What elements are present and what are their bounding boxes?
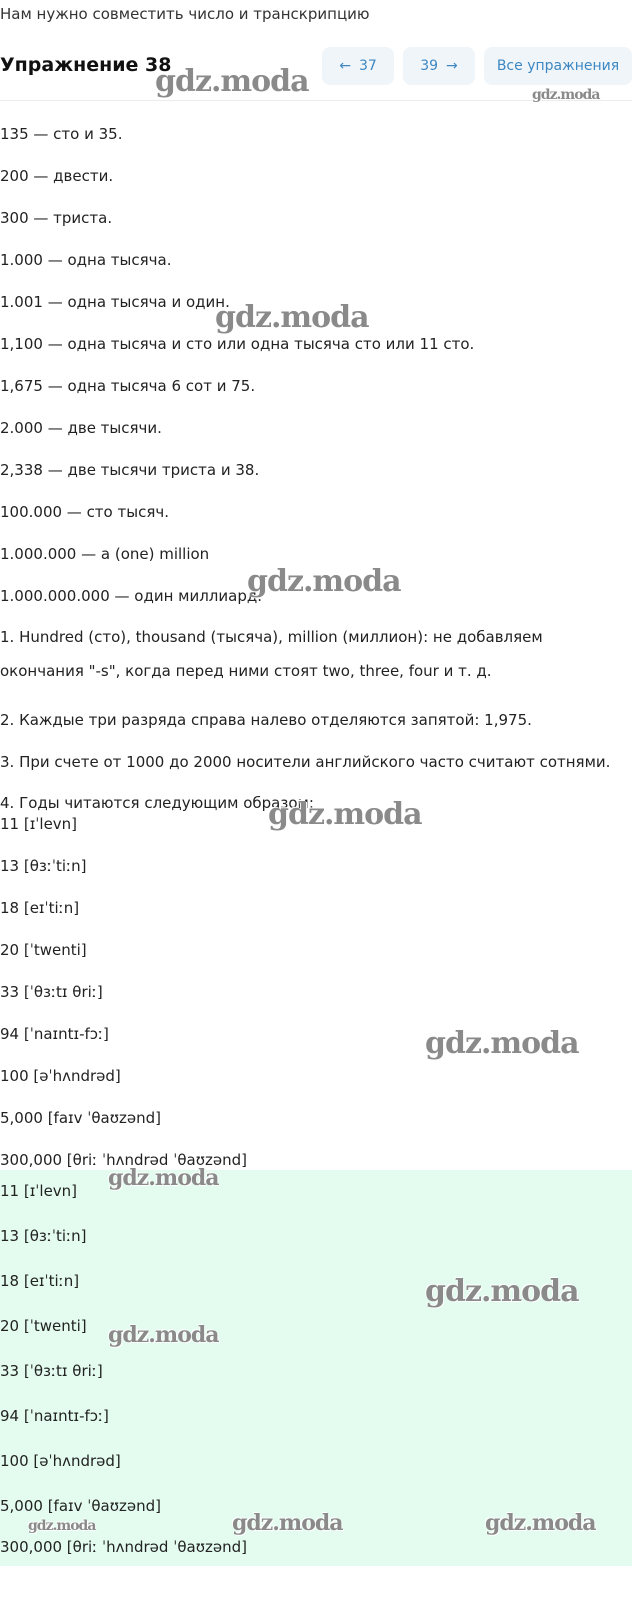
answer-line: 33 [ˈθɜːtɪ θriː]: [0, 1362, 103, 1380]
watermark: gdz.moda: [532, 87, 600, 103]
number-line: 100.000 — сто тысяч.: [0, 503, 169, 521]
prev-exercise-button[interactable]: [322, 47, 394, 85]
transcription-line: 18 [eɪˈtiːn]: [0, 899, 80, 917]
transcription-line: 100 [əˈhʌndrəd]: [0, 1067, 121, 1085]
transcription-line: 300,000 [θriː ˈhʌndrəd ˈθaʊzənd]: [0, 1151, 247, 1169]
answer-line: 20 [ˈtwenti]: [0, 1317, 87, 1335]
watermark: gdz.moda: [108, 1165, 219, 1191]
watermark: gdz.moda: [28, 1518, 96, 1534]
answer-line: 94 [ˈnaɪntɪ-fɔː]: [0, 1407, 109, 1425]
watermark: gdz.moda: [232, 1510, 343, 1536]
number-line: 1.001 — одна тысяча и один.: [0, 293, 230, 311]
number-line: 2.000 — две тысячи.: [0, 419, 162, 437]
arrow-right-icon: →: [446, 58, 458, 74]
rule-note: 4. Годы читаются следующим образом:: [0, 794, 314, 812]
rule-note: 3. При счете от 1000 до 2000 носители английского часто считают сотнями.: [0, 753, 611, 771]
answer-line: 100 [əˈhʌndrəd]: [0, 1452, 121, 1470]
number-line: 2,338 — две тысячи триста и 38.: [0, 461, 260, 479]
intro-text: Нам нужно совместить число и транскрипцию: [0, 5, 370, 23]
watermark: gdz.moda: [247, 564, 401, 599]
page-title: Упражнение 38: [0, 54, 172, 76]
watermark: gdz.moda: [485, 1510, 596, 1536]
number-line: 135 — сто и 35.: [0, 125, 123, 143]
transcription-line: 94 [ˈnaɪntɪ-fɔː]: [0, 1025, 109, 1043]
answer-line: 5,000 [faɪv ˈθaʊzənd]: [0, 1497, 161, 1515]
next-exercise-button[interactable]: [403, 47, 475, 85]
watermark: gdz.moda: [108, 1322, 219, 1348]
arrow-left-icon: ←: [339, 58, 351, 74]
number-line: 300 — триста.: [0, 209, 113, 227]
all-exercises-label: Все упражнения: [496, 58, 620, 74]
transcription-line: 11 [ɪˈlevn]: [0, 815, 78, 833]
answer-line: 11 [ɪˈlevn]: [0, 1182, 78, 1200]
watermark: gdz.moda: [425, 1026, 579, 1061]
watermark: gdz.moda: [425, 1274, 579, 1309]
all-exercises-button[interactable]: [484, 47, 632, 85]
number-line: 1.000.000 — a (one) million: [0, 545, 210, 563]
prev-exercise-label: 37: [358, 58, 377, 74]
answer-line: 18 [eɪˈtiːn]: [0, 1272, 80, 1290]
number-line: 1.000.000.000 — один миллиард.: [0, 587, 262, 605]
number-line: 1,675 — одна тысяча 6 сот и 75.: [0, 377, 256, 395]
watermark: gdz.moda: [155, 64, 309, 99]
rule-note: 2. Каждые три разряда справа налево отделяются запятой: 1,975.: [0, 711, 532, 729]
answer-line: 300,000 [θriː ˈhʌndrəd ˈθaʊzənd]: [0, 1538, 247, 1556]
next-exercise-label: 39: [420, 58, 439, 74]
rule-note: 1. Hundred (сто), thousand (тысяча), million (миллион): не добавляем окончания "-s", когда перед ними стоят two, three, four и т. д.: [0, 628, 543, 680]
watermark: gdz.moda: [215, 300, 369, 335]
number-line: 1.000 — одна тысяча.: [0, 251, 172, 269]
header-divider: [0, 100, 632, 101]
answer-line: 13 [θɜːˈtiːn]: [0, 1227, 87, 1245]
number-line: 1,100 — одна тысяча и сто или одна тысяча сто или 11 сто.: [0, 335, 475, 353]
answer-box: [0, 1170, 632, 1566]
transcription-line: 33 [ˈθɜːtɪ θriː]: [0, 983, 103, 1001]
transcription-line: 5,000 [faɪv ˈθaʊzənd]: [0, 1109, 161, 1127]
number-line: 200 — двести.: [0, 167, 114, 185]
transcription-line: 13 [θɜːˈtiːn]: [0, 857, 87, 875]
watermark: gdz.moda: [268, 797, 422, 832]
transcription-line: 20 [ˈtwenti]: [0, 941, 87, 959]
